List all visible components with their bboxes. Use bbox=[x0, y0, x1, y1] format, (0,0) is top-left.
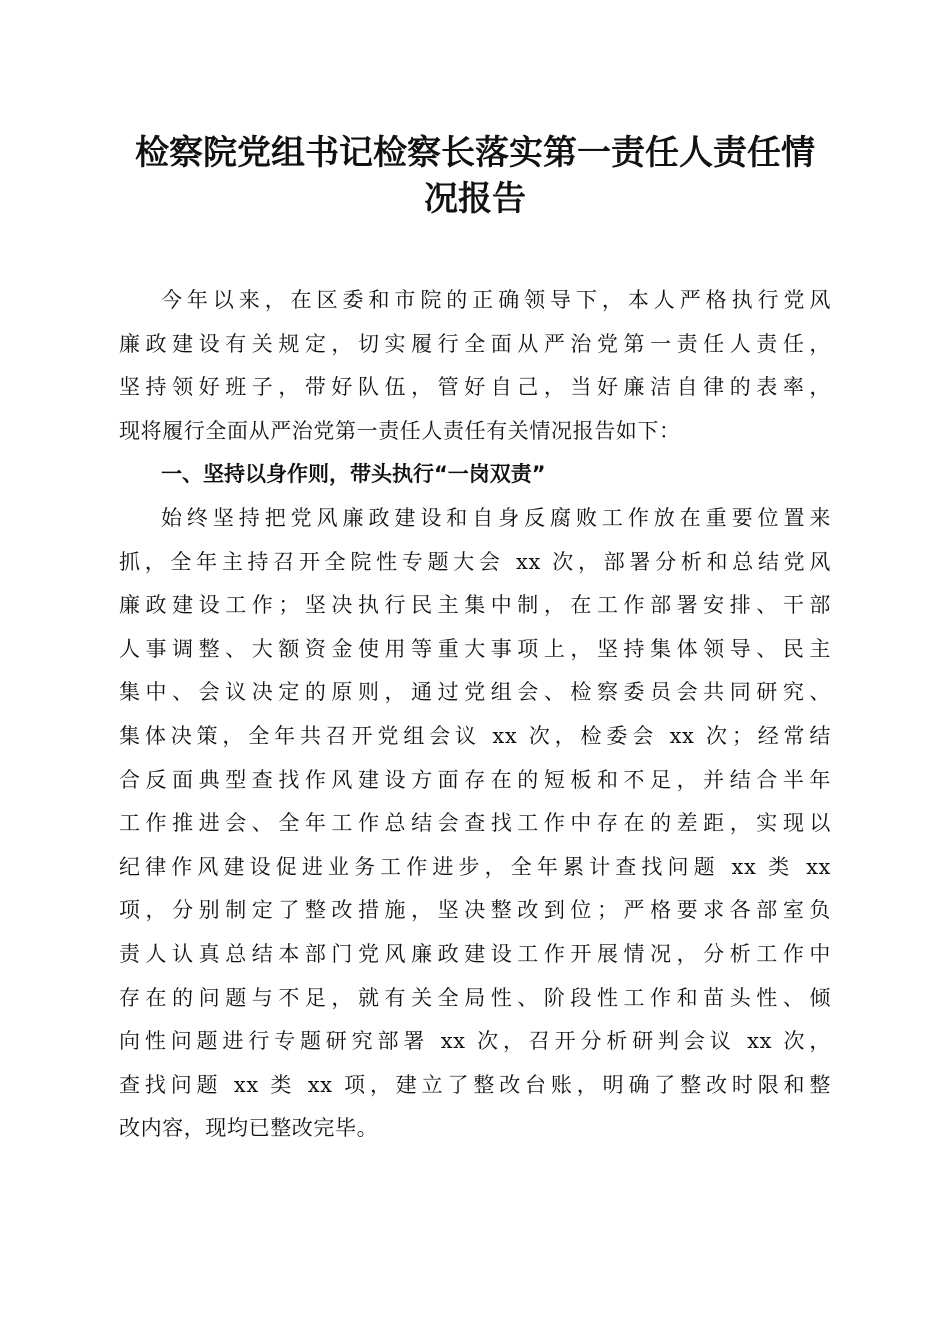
document-body bbox=[119, 279, 831, 1151]
document-title bbox=[100, 130, 850, 222]
document-title-line-2: 况报告 bbox=[424, 179, 526, 219]
document-title-line-1: 检察院党组书记检察长落实第一责任人责任情 bbox=[135, 133, 815, 173]
intro-line-1: 今年以来，在区委和市院的正确领导下，本人严格执行党风 bbox=[161, 288, 831, 312]
section-1-line-4: 人事调整、大额资金使用等重大事项上，坚持集体领导、民主 bbox=[119, 636, 831, 661]
section-1-line-13: 向性问题进行专题研究部署 xx 次，召开分析研判会议 xx 次， bbox=[119, 1029, 831, 1054]
section-1-line-1: 始终坚持把党风廉政建设和自身反腐败工作放在重要位置来 bbox=[161, 505, 831, 530]
intro-paragraph bbox=[119, 279, 831, 453]
section-1-line-12: 存在的问题与不足，就有关全局性、阶段性工作和苗头性、倾 bbox=[119, 985, 831, 1010]
section-1-line-2: 抓，全年主持召开全院性专题大会 xx 次，部署分析和总结党风 bbox=[119, 549, 831, 574]
intro-line-3: 坚持领好班子，带好队伍，管好自己，当好廉洁自律的表率， bbox=[119, 375, 831, 400]
section-1-line-8: 工作推进会、全年工作总结会查找工作中存在的差距，实现以 bbox=[119, 811, 831, 836]
section-1-line-11: 责人认真总结本部门党风廉政建设工作开展情况，分析工作中 bbox=[119, 941, 831, 966]
section-1-line-10: 项，分别制定了整改措施，坚决整改到位；严格要求各部室负 bbox=[119, 898, 831, 923]
section-1-line-9: 纪律作风建设促进业务工作进步，全年累计查找问题 xx 类 xx bbox=[119, 854, 831, 879]
section-1-line-7: 合反面典型查找作风建设方面存在的短板和不足，并结合半年 bbox=[119, 767, 831, 792]
intro-line-2: 廉政建设有关规定，切实履行全面从严治党第一责任人责任， bbox=[119, 331, 831, 356]
section-1-paragraph bbox=[119, 497, 831, 1151]
section-1-line-15: 改内容，现均已整改完毕。 bbox=[119, 1116, 379, 1141]
section-1-line-6: 集体决策，全年共召开党组会议 xx 次，检委会 xx 次；经常结 bbox=[119, 723, 831, 748]
section-1-line-5: 集中、会议决定的原则，通过党组会、检察委员会共同研究、 bbox=[119, 680, 831, 705]
intro-line-4: 现将履行全面从严治党第一责任人责任有关情况报告如下： bbox=[119, 418, 681, 443]
section-1-heading: 一、坚持以身作则，带头执行“一岗双责” bbox=[161, 462, 546, 487]
section-1-line-3: 廉政建设工作；坚决执行民主集中制，在工作部署安排、干部 bbox=[119, 593, 831, 618]
section-1-line-14: 查找问题 xx 类 xx 项，建立了整改台账，明确了整改时限和整 bbox=[119, 1072, 831, 1097]
